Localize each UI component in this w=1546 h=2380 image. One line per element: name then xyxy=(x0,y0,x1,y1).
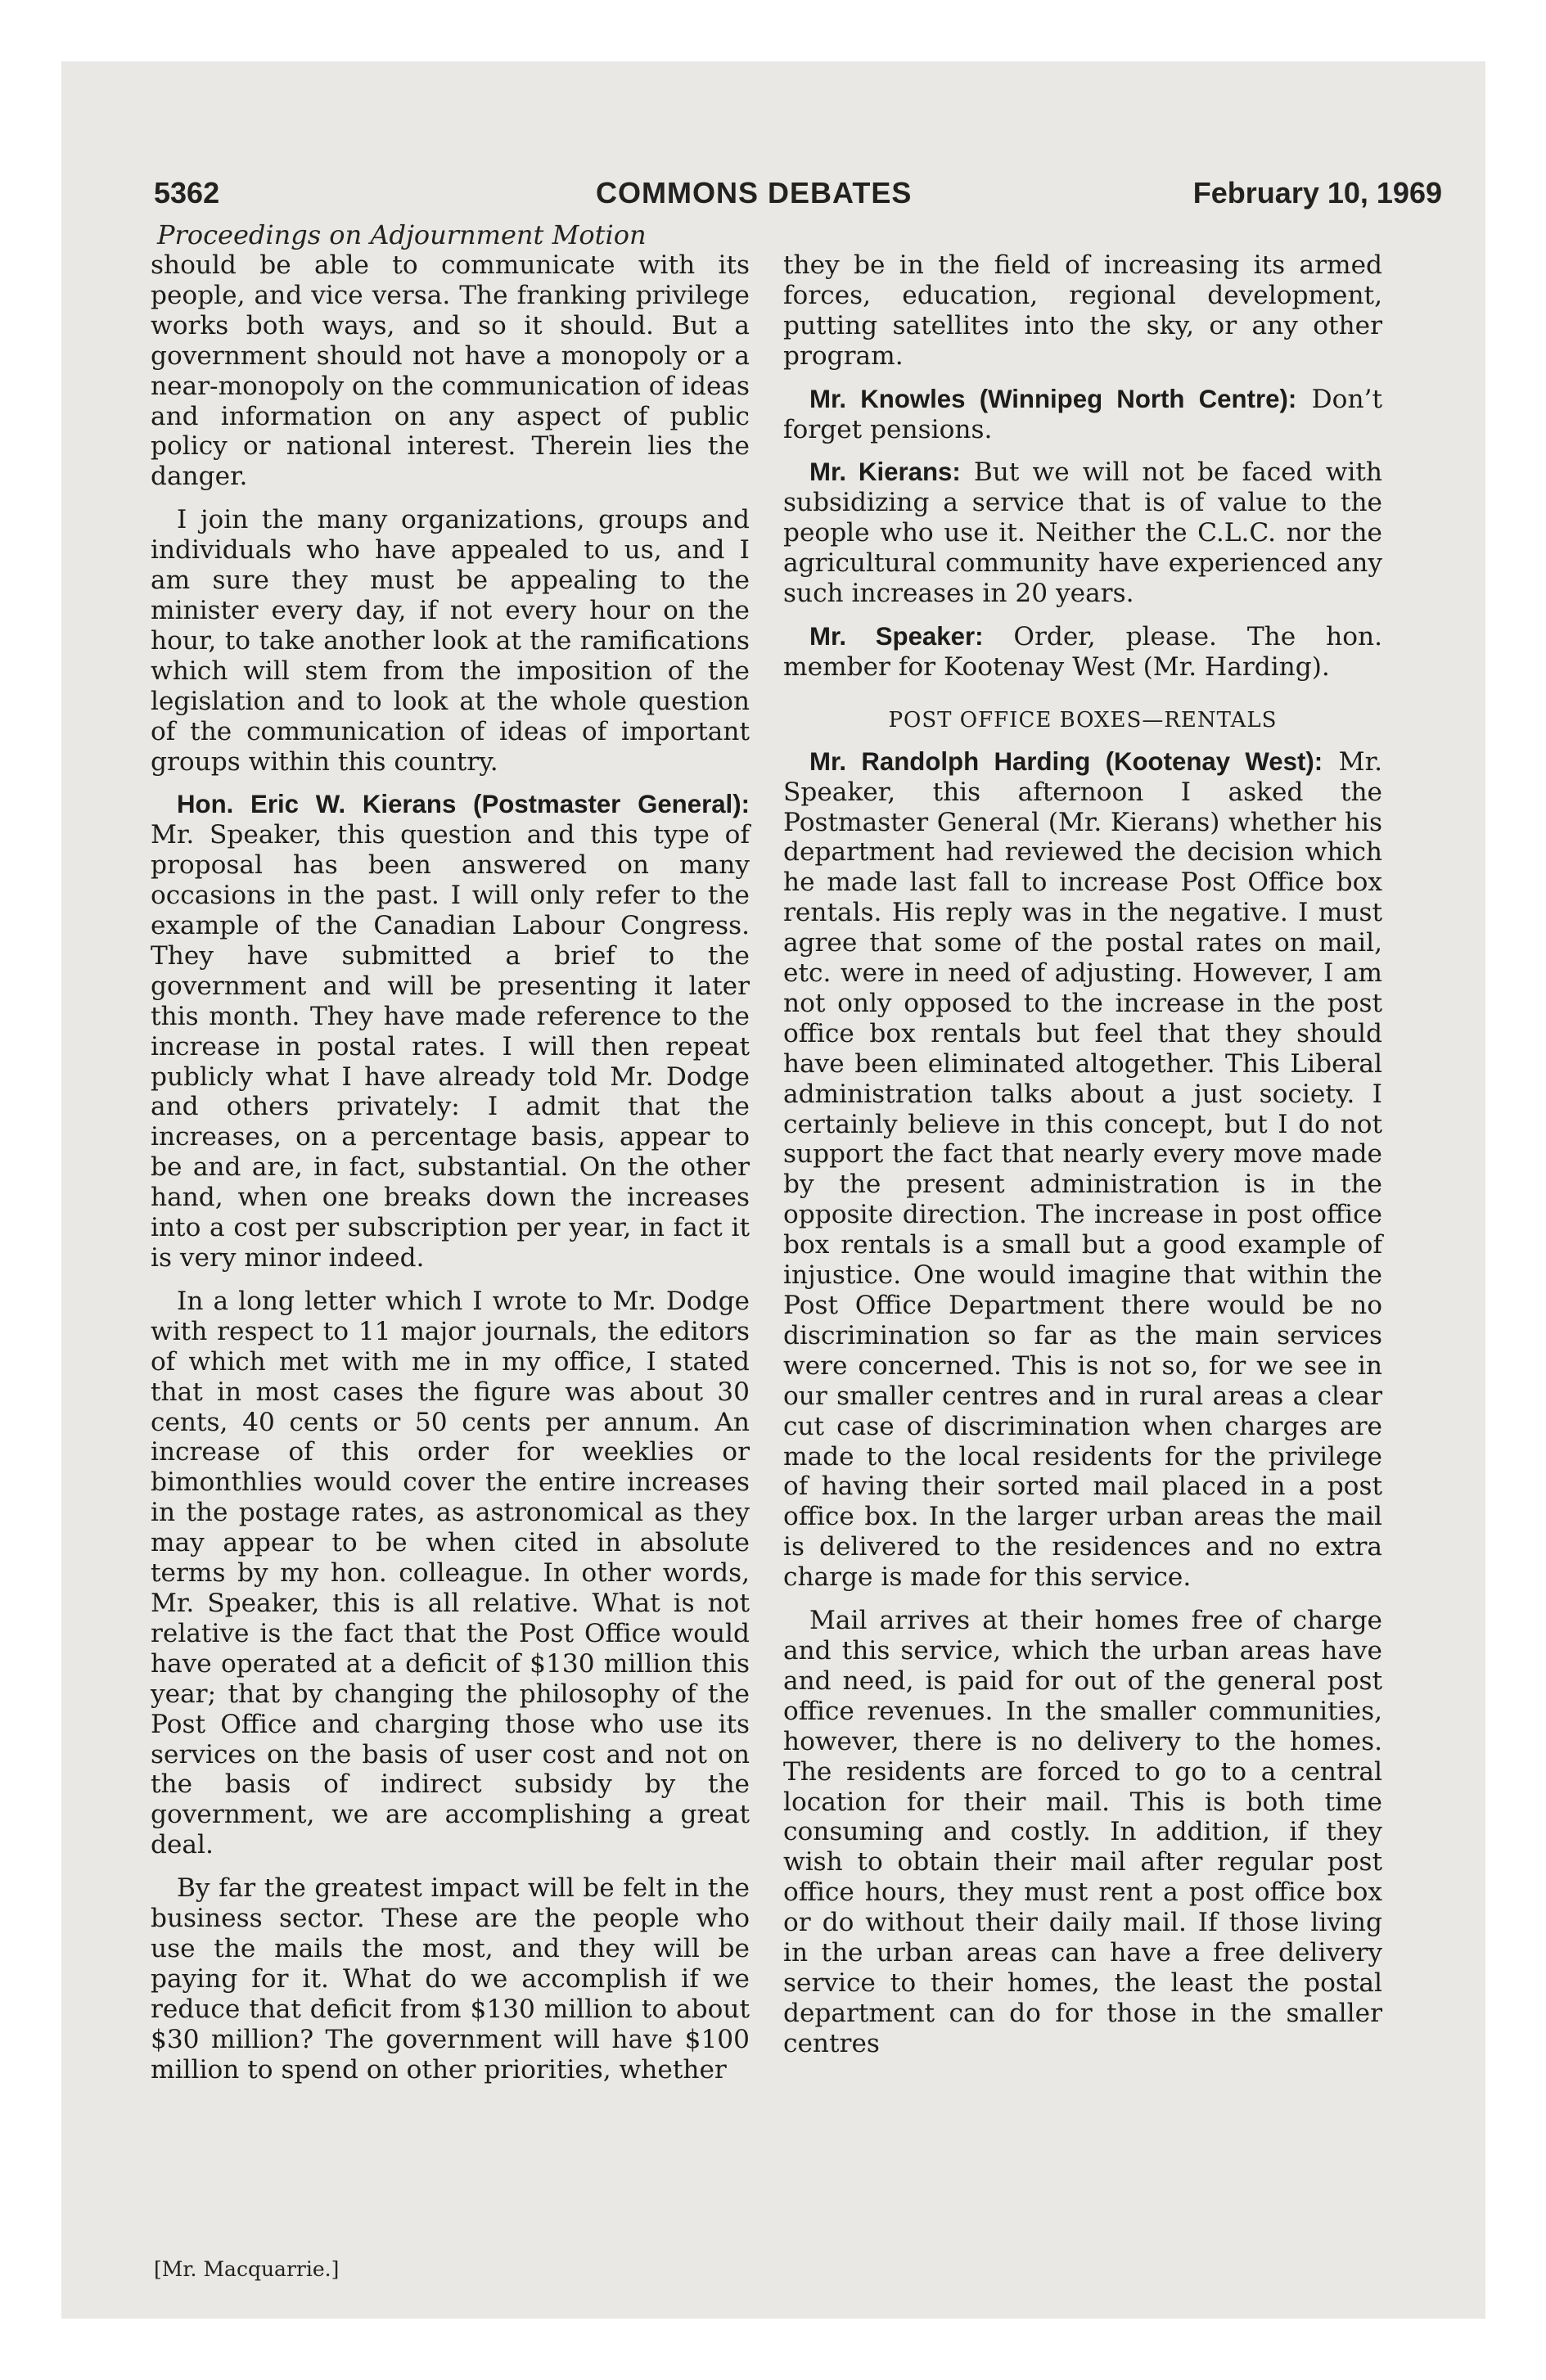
speaker-name: Mr. Knowles (Winnipeg North Centre): xyxy=(809,384,1297,413)
paragraph: I join the many organizations, groups and individuals who have appealed to us, and I am sure they must be appealing to the minister every day, if not every hour on the hour, to take another look at the ramifications which will stem from the imposition of the legislation and to look at the whole question of the communication of ideas of important groups within this country. xyxy=(151,505,750,777)
right-column xyxy=(783,250,1382,2072)
speech-paragraph xyxy=(783,385,1382,445)
speech-text: Mr. Speaker, this afternoon I asked the Postmaster General (Mr. Kierans) whether his department had reviewed the decision which he made last fall to increase Post Office box rentals. His reply was in the negative. I must agree that some of the postal rates on mail, etc. were in need of adjusting. However, I am not only opposed to the increase in the post office box rentals but feel that they should have been eliminated altogether. This Liberal administration talks about a just society. I certainly believe in this concept, but I do not support the fact that nearly every move made by the present administration is in the opposite direction. The increase in post office box rentals is a small but a good example of injustice. One would imagine that within the Post Office Department there would be no discrimination so far as the main services were concerned. This is not so, for we see in our smaller centres and in rural areas a clear cut case of discrimination when charges are made to the local residents for the privilege of having their sorted mail placed in a post office box. In the larger urban areas the mail is delivered to the residences and no extra charge is made for this service. xyxy=(783,746,1382,1593)
speech-paragraph xyxy=(783,747,1382,1593)
speaker-name: Hon. Eric W. Kierans (Postmaster General): xyxy=(177,790,750,819)
left-column xyxy=(151,250,750,2098)
paragraph: By far the greatest impact will be felt in the business sector. These are the people who use the mails the most, and they will be paying for it. What do we accomplish if we reduce that deficit from $130 million to about $30 million? The government will have $100 million to spend on other priorities, whether xyxy=(151,1873,750,2085)
speech-text: Order, please. The hon. member for Kootenay West (Mr. Harding). xyxy=(783,621,1383,682)
speech-paragraph xyxy=(151,790,750,1273)
page-number: 5362 xyxy=(154,176,220,210)
speech-paragraph xyxy=(783,622,1382,683)
paragraph: should be able to communicate with its people, and vice versa. The franking privilege works both ways, and so it should. But a government should not have a monopoly or a near-monopoly on the communication of ideas and information on any aspect of public policy or national interest. Therein lies the danger. xyxy=(151,250,750,492)
paragraph: In a long letter which I wrote to Mr. Dodge with respect to 11 major journals, the editors of which met with me in my office, I stated that in most cases the figure was about 30 cents, 40 cents or 50 cents per annum. An increase of this order for weeklies or bimonthlies would cover the entire increases in the postage rates, as astronomical as they may appear to be when cited in absolute terms by my hon. colleague. In other words, Mr. Speaker, this is all relative. What is not relative is the fact that the Post Office would have operated at a deficit of $130 million this year; that by changing the philosophy of the Post Office and charging those who use its services on the basis of user cost and not on the basis of indirect subsidy by the government, we are accomplishing a great deal. xyxy=(151,1286,750,1860)
publication-date: February 10, 1969 xyxy=(1192,176,1442,210)
paragraph: they be in the field of increasing its armed forces, education, regional development, putting satellites into the sky, or any other program. xyxy=(783,250,1382,371)
section-heading: POST OFFICE BOXES—RENTALS xyxy=(888,707,1278,732)
speech-paragraph xyxy=(783,458,1382,609)
speech-text: But we will not be faced with subsidizing a service that is of value to the people who use it. Neither the C.L.C. nor the agricultural community have experienced any such increases in 20 years. xyxy=(783,458,1382,609)
paragraph: Mail arrives at their homes free of charge and this service, which the urban areas have and need, is paid for out of the general post office revenues. In the smaller communities, however, there is no delivery to the homes. The residents are forced to go to a central location for their mail. This is both time consuming and costly. In addition, if they wish to obtain their mail after regular post office hours, they must rent a post office box or do without their daily mail. If those living in the urban areas can have a free delivery service to their homes, the least the postal department can do for those in the smaller centres xyxy=(783,1606,1382,2058)
speaker-name: Mr. Speaker: xyxy=(809,621,984,651)
speaker-name: Mr. Randolph Harding (Kootenay West): xyxy=(809,746,1323,776)
speech-text: Don’t forget pensions. xyxy=(783,384,1382,444)
page-footer: [Mr. Macquarrie.] xyxy=(154,2257,340,2281)
section-subheader: Proceedings on Adjournment Motion xyxy=(157,219,647,250)
speech-text: Mr. Speaker, this question and this type of proposal has been answered on many occasions in the past. I will only refer to the example of the Canadian Labour Congress. They have submitted a brief to the government and will be presenting it later this month. They have made reference to the increase in postal rates. I will then repeat publicly what I have already told Mr. Dodge and others privately: I admit that the increases, on a percentage basis, appear to be and are, in fact, substantial. On the other hand, when one breaks down the increases into a cost per subscription per year, in fact it is very minor indeed. xyxy=(151,820,750,1273)
publication-title: COMMONS DEBATES xyxy=(596,176,913,210)
page-header xyxy=(154,176,1442,217)
speaker-name: Mr. Kierans: xyxy=(809,458,961,487)
